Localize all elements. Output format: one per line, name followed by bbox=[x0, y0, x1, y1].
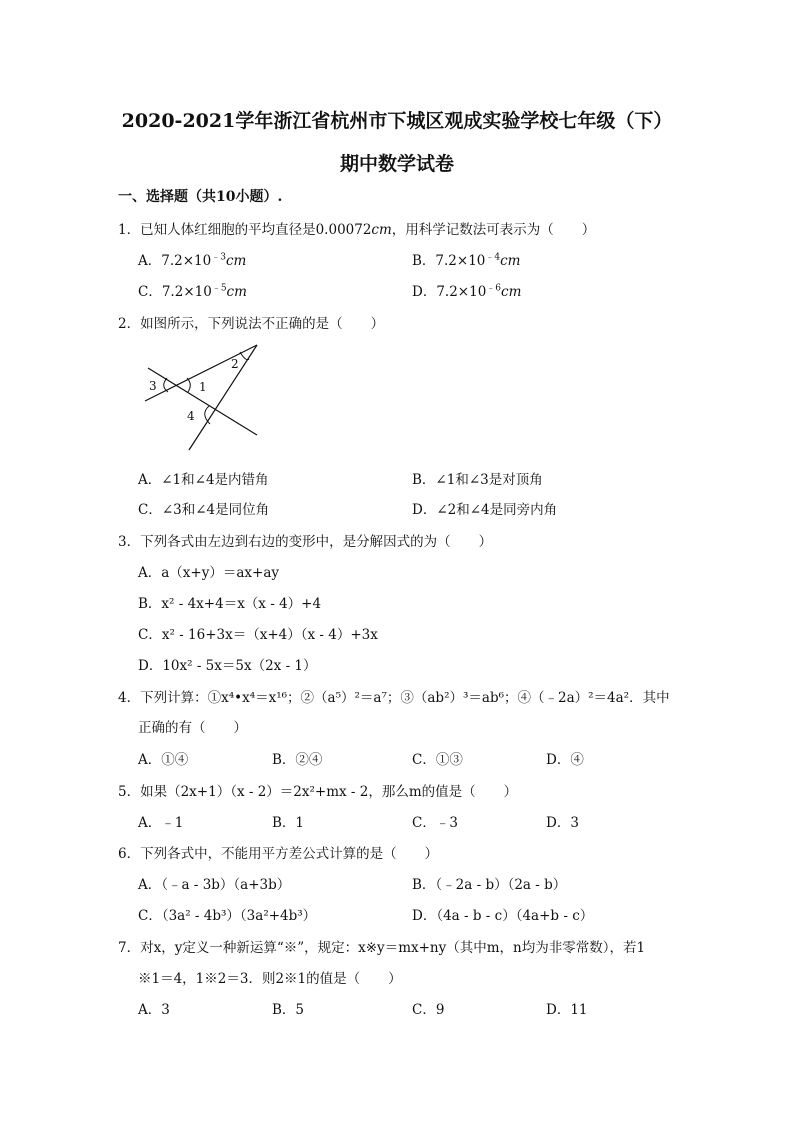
angle-label-4: 4 bbox=[187, 409, 195, 423]
question-7-option-b[interactable]: B．5 bbox=[272, 1002, 305, 1018]
question-5-option-b[interactable]: B．1 bbox=[272, 815, 305, 831]
question-5-option-c[interactable]: C．﹣3 bbox=[412, 815, 458, 831]
question-2-stem: 2．如图所示，下列说法不正确的是（ ） bbox=[118, 316, 385, 332]
question-3-option-a[interactable]: A．a（x+y）＝ax+ay bbox=[138, 565, 279, 581]
question-3-option-b[interactable]: B．x² - 4x+4＝x（x - 4）+4 bbox=[138, 596, 322, 612]
question-2-option-a[interactable]: A．∠1和∠4是内错角 bbox=[138, 472, 269, 488]
question-7-option-a[interactable]: A．3 bbox=[138, 1002, 170, 1018]
question-5-stem: 5．如果（2x+1）（x - 2）＝2x²+mx - 2，那么m的值是（ ） bbox=[118, 784, 518, 800]
line-transversal bbox=[189, 345, 257, 450]
section-heading: 一、选择题（共10小题）. bbox=[118, 189, 283, 205]
question-7-stem: 7．对x，y定义一种新运算“※”，规定：x※y＝mx+ny（其中m，n均为非零常数），若1 bbox=[118, 940, 646, 956]
question-6-stem: 6．下列各式中，不能用平方差公式计算的是（ ） bbox=[118, 846, 439, 862]
question-6-option-a[interactable]: A．（﹣a - 3b）（a+3b） bbox=[138, 877, 291, 893]
question-7-stem-cont: ※1＝4，1※2＝3．则2※1的值是（ ） bbox=[138, 971, 402, 987]
question-2-option-d[interactable]: D．∠2和∠4是同旁内角 bbox=[412, 502, 558, 518]
question-4-stem: 4．下列计算：①x⁴•x⁴＝x¹⁶；②（a⁵）²＝a⁷；③（ab²）³＝ab⁶；④（﹣2a）²＝4a²．其中 bbox=[118, 690, 670, 706]
question-7-option-d[interactable]: D．11 bbox=[546, 1002, 588, 1018]
question-1-stem: 1．已知人体红细胞的平均直径是0.00072cm，用科学记数法可表示为（ ） bbox=[118, 222, 596, 238]
line-lower bbox=[148, 368, 257, 435]
exam-title-line2: 期中数学试卷 bbox=[339, 153, 454, 175]
question-3-option-d[interactable]: D．10x² - 5x＝5x（2x - 1） bbox=[138, 658, 317, 674]
question-1-option-c[interactable]: C．$7.2\times 10^{﹣5}cm$ bbox=[138, 283, 247, 300]
question-4-option-a[interactable]: A．①④ bbox=[138, 752, 189, 768]
question-4-stem-cont: 正确的有（ ） bbox=[138, 720, 247, 736]
question-6-option-d[interactable]: D．（4a - b - c）（4a+b - c） bbox=[412, 908, 594, 924]
question-2-option-c[interactable]: C．∠3和∠4是同位角 bbox=[138, 502, 270, 518]
question-2-option-b[interactable]: B．∠1和∠3是对顶角 bbox=[412, 472, 543, 488]
angle-arc-4 bbox=[205, 406, 210, 424]
question-5-option-d[interactable]: D．3 bbox=[546, 815, 579, 831]
question-4-option-d[interactable]: D．④ bbox=[546, 752, 584, 768]
angle-label-3: 3 bbox=[149, 379, 157, 393]
question-6-option-b[interactable]: B．（﹣2a - b）（2a - b） bbox=[412, 877, 567, 893]
question-1-option-a[interactable]: A．$7.2\times 10^{﹣3}cm$ bbox=[138, 252, 247, 269]
angle-figure bbox=[130, 338, 270, 458]
angle-label-2: 2 bbox=[231, 357, 239, 371]
question-6-option-c[interactable]: C．（3a² - 4b³）（3a²+4b³） bbox=[138, 908, 317, 924]
angle-label-1: 1 bbox=[199, 380, 207, 394]
question-1-option-d[interactable]: D．$7.2\times 10^{﹣6}cm$ bbox=[412, 283, 522, 300]
question-3-option-c[interactable]: C．x² - 16+3x＝（x+4）（x - 4）+3x bbox=[138, 627, 378, 643]
question-5-option-a[interactable]: A．﹣1 bbox=[138, 815, 184, 831]
exam-title-line1: 2020-2021学年浙江省杭州市下城区观成实验学校七年级（下） bbox=[121, 110, 673, 132]
question-3-stem: 3．下列各式由左边到右边的变形中，是分解因式的为（ ） bbox=[118, 534, 493, 550]
question-4-option-c[interactable]: C．①③ bbox=[412, 752, 463, 768]
question-4-option-b[interactable]: B．②④ bbox=[272, 752, 323, 768]
question-7-option-c[interactable]: C．9 bbox=[412, 1002, 445, 1018]
question-1-option-b[interactable]: B．$7.2\times 10^{﹣4}cm$ bbox=[412, 252, 521, 269]
